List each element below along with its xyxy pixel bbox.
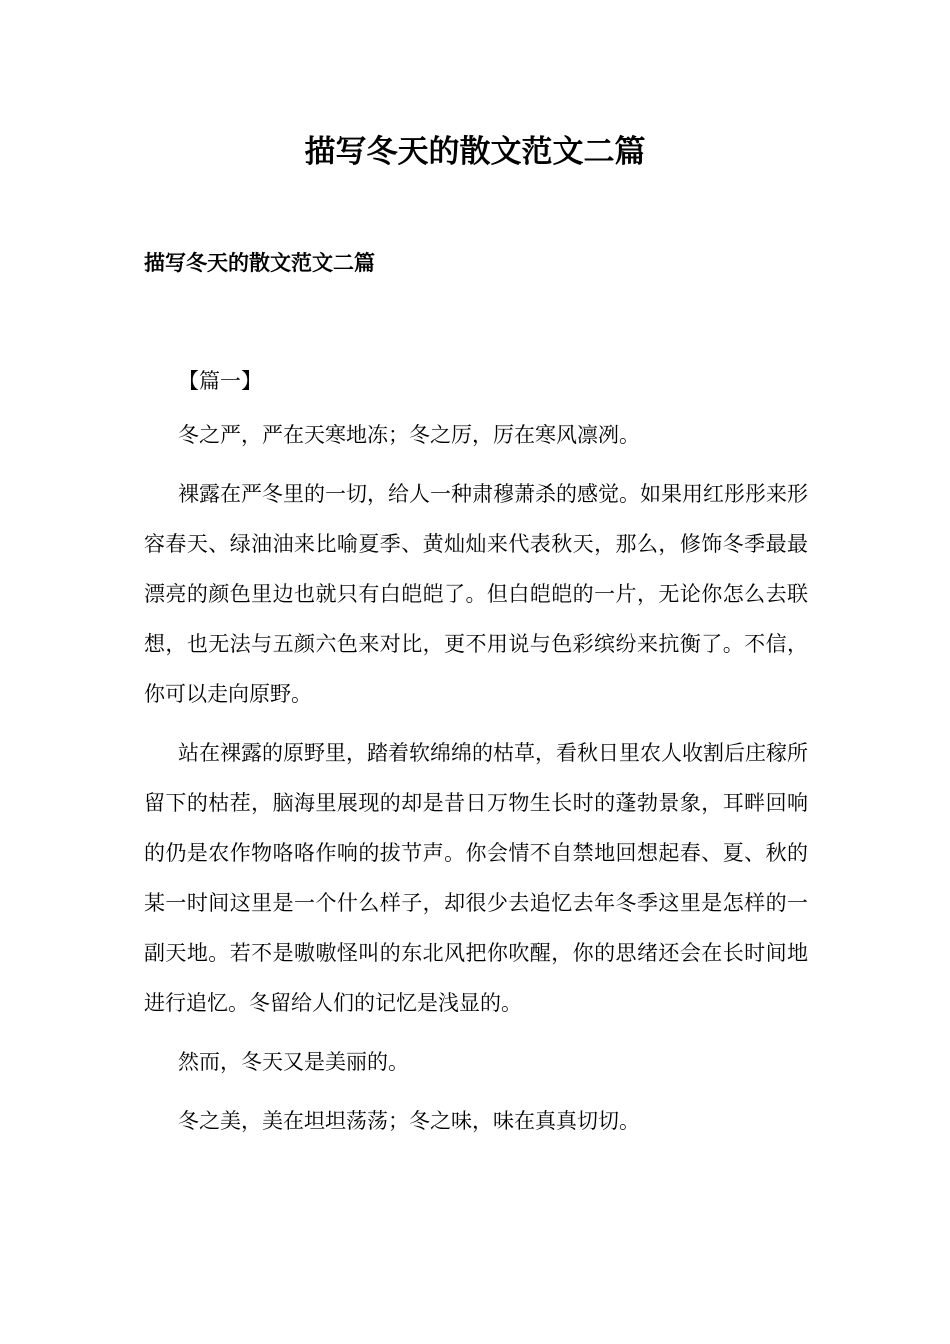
paragraph: 裸露在严冬里的一切，给人一种肃穆萧杀的感觉。如果用红彤彤来形容春天、绿油油来比喻夏季、黄灿灿来代表秋天，那么，修饰冬季最最漂亮的颜色里边也就只有白皑皑了。但白皑皑的一片，无论你怎么去联想，也无法与五颜六色来对比，更不用说与色彩缤纷来抗衡了。不信，你可以走向原野。 [144,482,808,706]
chapter-label: 【篇一】 [178,369,262,393]
document-title: 描写冬天的散文范文二篇 [304,134,646,170]
document-body [144,356,808,1155]
paragraph: 站在裸露的原野里，踏着软绵绵的枯草，看秋日里农人收割后庄稼所留下的枯茬，脑海里展现的却是昔日万物生长时的蓬勃景象，耳畔回响的仍是农作物咯咯作响的拔节声。你会情不自禁地回想起春、夏、秋的某一时间这里是一个什么样子，却很少去追忆去年冬季这里是怎样的一副天地。若不是嗷嗷怪叫的东北风把你吹醒，你的思绪还会在长时间地进行追忆。冬留给人们的记忆是浅显的。 [144,741,808,1015]
section-heading: 描写冬天的散文范文二篇 [144,251,375,275]
paragraph: 冬之美，美在坦坦荡荡；冬之味，味在真真切切。 [178,1109,640,1133]
paragraph: 然而，冬天又是美丽的。 [178,1050,409,1074]
paragraph: 冬之严，严在天寒地冻；冬之厉，厉在寒风凛冽。 [178,423,640,447]
